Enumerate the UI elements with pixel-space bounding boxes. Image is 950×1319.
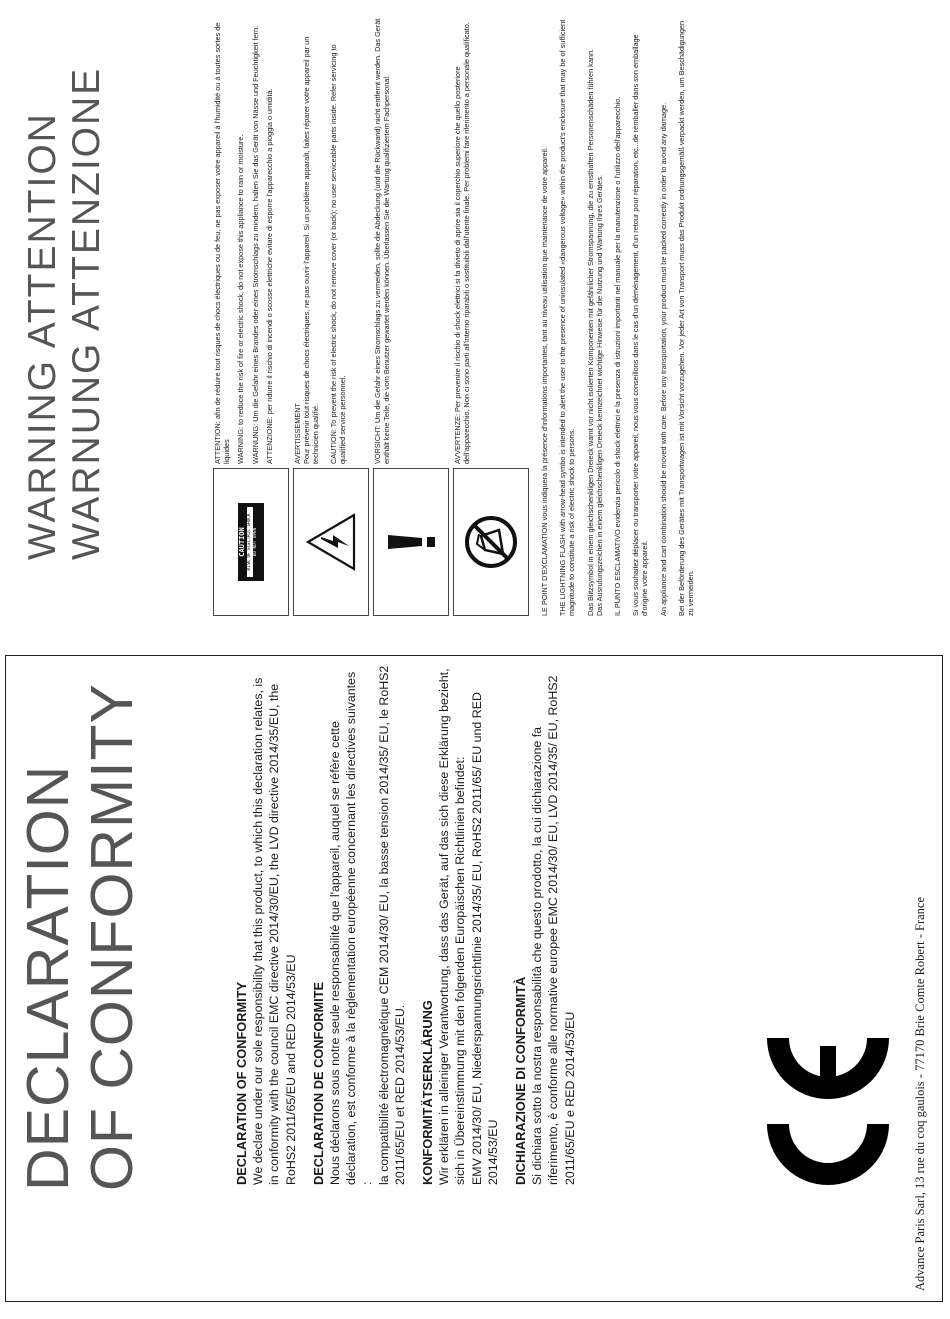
exclamation-icon xyxy=(373,468,449,616)
note-transport-fr: Si vous souhaitez déplacer ou transporter votre appareil, nous vous conseillons dans le cas d'un déménagement, d'un retour pour réparation, etc...de rèmballer dans son emballage d'origine votre appareil. xyxy=(631,34,650,616)
warning-text-fr: ATTENTION: afin de réduire tout risques de chocs électriques ou de feu, ne pas exposer votre appareil à l'humidité ou à toutes sortes de liquides xyxy=(213,22,232,464)
section-heading: KONFORMITÄTSERKLÄRUNG xyxy=(420,1000,436,1185)
avvertenze-text: AVVERTENZE: Per prevenire il rischio di shock elettrici si fa divieto di aprire sia il coperchio superiore che quello posteriore dell'apparecchio. Non ci sono parti all'interno riparabili o sostituibili dall'utente finale. Per problemi fare riferimento a personale qualificato. xyxy=(453,22,472,464)
warning-title-line1: WARNING ATTENTION xyxy=(21,112,64,560)
declaration-section-it xyxy=(513,665,578,1185)
warning-text-column xyxy=(213,12,533,468)
warning-text-de: WARNUNG: Um die Gefahr eines Brandes oder eines Stromschlags zu mindern, halten Sie das Gerät von Nässe und Feuchtigkeit fern. xyxy=(250,25,260,464)
warning-title-line2: WARNUNG ATTENZIONE xyxy=(65,66,108,560)
lightning-triangle-icon xyxy=(293,468,369,616)
section-heading: DECLARATION OF CONFORMITY xyxy=(234,981,249,1185)
warning-text-it: ATTENZIONE: per ridurre il rischio di incendi o scosse elettriche evitare di esporre l'apparecchio a pioggia o umidità. xyxy=(264,88,274,464)
warning-page xyxy=(5,0,945,630)
section-heading: DICHIARAZIONE DI CONFORMITÀ xyxy=(513,976,529,1185)
declaration-title-line1: DECLARATION xyxy=(15,764,81,1191)
section-body: Wir erklären in alleiniger Verantwortung, dass das Gerät, auf das sich diese Erklärung bezieht, sich in Übereinstimmung mit den folgenden Europäischen Richtlinien befindet: EMV 2014/30/ EU, Niederspannungsrichtlinie 2014/35/ EU, RoHS2 2011/65/ EU und RED 2014/53/EU xyxy=(437,668,500,1185)
section-heading: DECLARATION DE CONFORMITE xyxy=(310,981,326,1185)
caution-text: CAUTION: To prevent the risk of electric shock, do not remove cover (or back); no user serviceable parts inside. Refer servicing to qualified service personnel. xyxy=(328,44,347,464)
warning-icon-column xyxy=(213,468,533,616)
note-blitzsymbol-de: Das Blitzsymbol in einem gleichschenkligen Dreieck warnt vor nicht isolierten Komponenten mit gefährlicher Stromspannung, die zu ernsthaften Personenschäden führen kann. Das Ausrufungszeichen in einem gleichschenkligen Dreieck kennzeichnet wichtige Hinweise für die Nutzung und Wartung Ihres Gerätes. xyxy=(585,48,604,616)
warning-notes xyxy=(540,12,704,616)
vorsicht-text: VORSICHT: Um die Gefahr eines Stromschlags zu vermeiden, sollte die Abdeckung (und die Rückwand) nicht entfernt werden. Das Gerät enthält keine Teile, die vom Benutzer gewartet werden können. Überlassen Sie die Wartung qualifiziertem Fachpersonal. xyxy=(373,18,392,464)
declaration-sections xyxy=(234,665,590,1185)
section-body: Si dichiara sotto la nostra responsabilità che questo prodotto, la cui dichiarazione fa riferimento, è conforme alle normative europee EMC 2014/30/ EU, LVD 2014/35/ EU, RoHS2 2011/65/EU e RED 2014/53/EU xyxy=(530,675,577,1185)
warning-text-en: WARNING: to reduce the risk of fire or electric shock, do not expose this appliance to rain or moisture. xyxy=(236,134,246,464)
section-body: Nous déclarons sous notre seule responsabilité que l'appareil, auquel se réfère cette déclaration, est conforme à la règlementation européenne concernant les directives suivantes : la compatibilité électromagnétique CEM 2014/30/ EU, la basse tension 2014/35/ EU, le RoHS2 2011/65/EU et RED 2014/53/EU. xyxy=(328,665,407,1185)
note-exclamation-fr: LE POINT D'EXCLAMATION vous indiquera la présence d'informations importantes, tant au niveau utilisation que maintenance de votre appareil. xyxy=(540,147,549,616)
section-body: We declare under our sole responsibility that this product, to which this declaration relates, is in conformity with the council EMC directive 2014/30/EU, the LVD directive 2014/35/EU, the RoHS2 2011/65/EU and RED 2014/53/EU xyxy=(251,677,298,1185)
declaration-title-line2: OF CONFORMITY xyxy=(79,683,145,1191)
declaration-box xyxy=(5,655,943,1302)
warning-title xyxy=(21,0,109,560)
declaration-section-fr xyxy=(311,665,408,1185)
declaration-title xyxy=(16,671,144,1191)
company-address: Advance Paris Sarl, 13 rue du coq gaulois - 77170 Brie Comte Robert - France xyxy=(913,896,927,1291)
note-punto-esclamativo-it: IL PUNTO ESCLAMATIVO evidenzia pericolo di shock elettrici e la presenza di istruzioni importanti nel manuale per la manutenzione o l'utilizzo dell'apparecchio. xyxy=(613,96,623,616)
note-transport-de: Bei der Beförderung des Gerätes mit Transportwagen ist mit Vorsicht vorzugehen. Vor jeder Art von Transport muss das Produkt ordnungsgemäß verpackt werden, um Beschädigungen zu vermeiden. xyxy=(676,20,696,616)
warning-row-3 xyxy=(373,12,453,468)
no-water-icon xyxy=(453,468,529,616)
caution-label-line1: CAUTION xyxy=(238,527,246,557)
warning-row-4 xyxy=(453,12,533,468)
ce-mark-icon xyxy=(764,1028,892,1208)
declaration-section-en xyxy=(234,665,299,1185)
declaration-section-de xyxy=(420,665,501,1185)
note-transport-en: An appliance and cart combination should be moved with care. Before any transportation, your product must be packed correctly in order to avoid any damage. xyxy=(658,102,668,616)
caution-label-line2: RISK OF ELECTRIC SHOCK xyxy=(247,507,253,577)
warning-row-2 xyxy=(293,12,373,468)
note-lightning-en: THE LIGHTNING FLASH with arrow-head symbo is intended to alert the user to the presence of uninsulated «dangerous voltage» within the product's enclosure that may be of sufficient magnitude to constitute a risk of electric shock to persons. xyxy=(558,19,577,616)
caution-label-icon xyxy=(213,468,289,616)
avertissement-text: AVERTISSEMENT Pour prévenir tout risques de chocs électriques, ne pas ouvrir l'appareil. Si un problème apparaît, faites réparer votre appareil par un technicien qualifié. xyxy=(293,36,321,464)
caution-label-line3: DO NOT OPEN xyxy=(253,527,258,557)
declaration-page xyxy=(6,656,944,1303)
warning-row-1 xyxy=(213,12,293,468)
